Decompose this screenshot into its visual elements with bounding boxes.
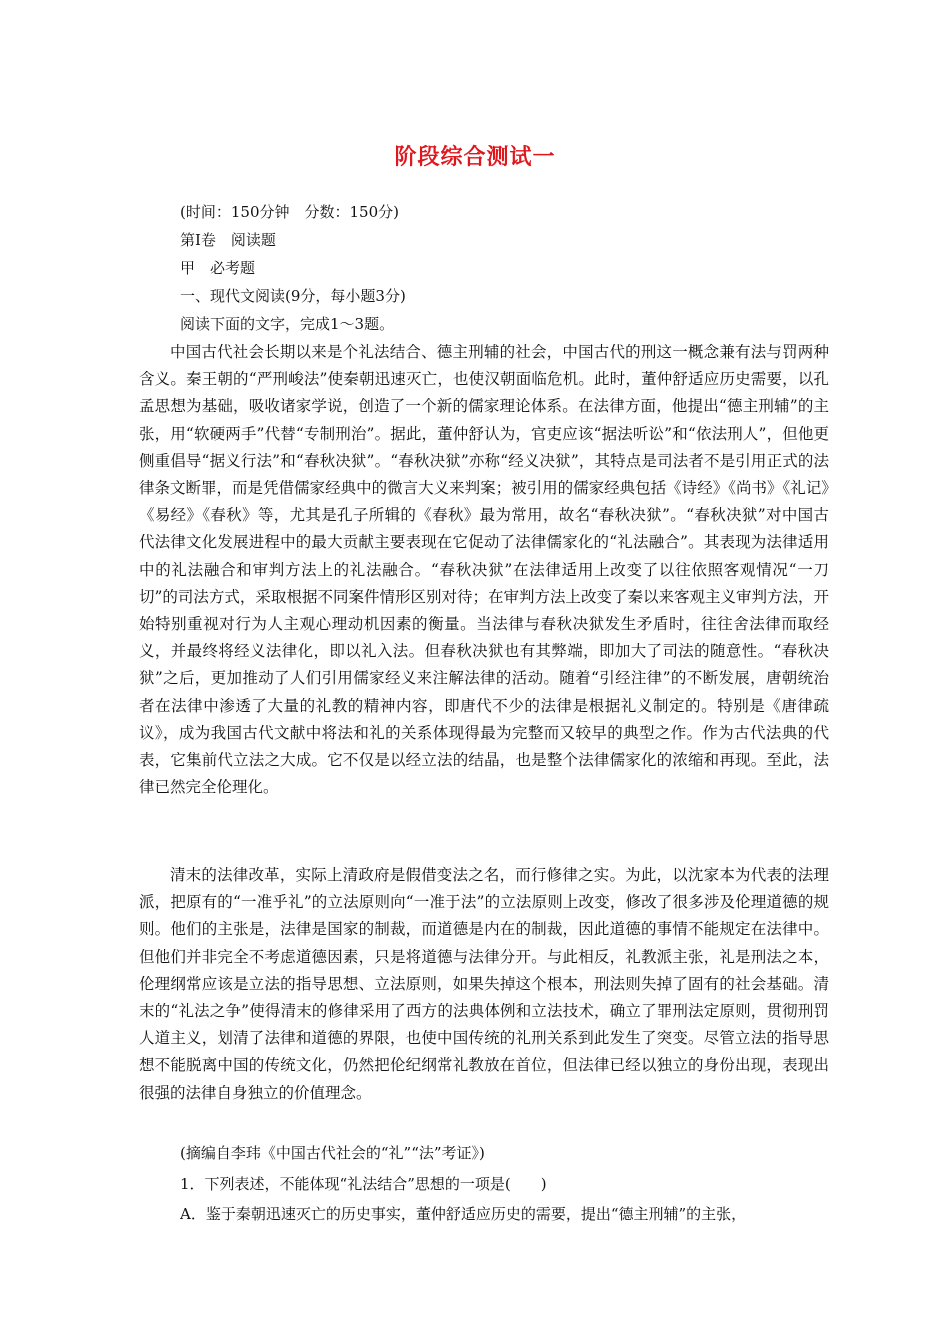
passage-paragraph-1: 中国古代社会长期以来是个礼法结合、德主刑辅的社会，中国古代的刑这一概念兼有法与罚两种含义。秦王朝的“严刑峻法”使秦朝迅速灭亡，也使汉朝面临危机。此时，董仲舒适应历史需要，以孔孟思想为基础，吸收诸家学说，创造了一个新的儒家理论体系。在法律方面，他提出“德主刑辅”的主张，用“软硬两手”代替“专制刑治”。据此，董仲舒认为，官吏应该“据法听讼”和“依法刑人”，但他更侧重倡导“据义行法”和“春秋决狱”。“春秋决狱”亦称“经义决狱”，其特点是司法者不是引用正式的法律条文断罪，而是凭借儒家经典中的微言大义来判案；被引用的儒家经典包括《诗经》《尚书》《礼记》《易经》《春秋》等，尤其是孔子所辑的《春秋》最为常用，故名“春秋决狱”。“春秋决狱”对中国古代法律文化发展进程中的最大贡献主要表现在它促动了法律儒家化的“礼法融合”。其表现为法律适用中的礼法融合和审判方法上的礼法融合。“春秋决狱”在法律适用上改变了以往依照客观情况“一刀切”的司法方式，采取根据不同案件情形区别对待；在审判方法上改变了秦以来客观主义审判方法，开始特别重视对行为人主观心理动机因素的衡量。当法律与春秋决狱发生矛盾时，往往舍法律而取经义，并最终将经义法律化，即以礼入法。但春秋决狱也有其弊端，即加大了司法的随意性。“春秋决狱”之后，更加推动了人们引用儒家经义来注解法律的活动。随着“引经注律”的不断发展，唐朝统治者在法律中渗透了大量的礼教的精神内容，即唐代不少的法律是根据礼义制定的。特别是《唐律疏议》，成为我国古代文献中将法和礼的关系体现得最为完整而又较早的典型之作。作为古代法典的代表，它集前代立法之大成。它不仅是以经立法的结晶，也是整个法律儒家化的浓缩和再现。至此，法律已然完全伦理化。 xyxy=(139,343,829,797)
section-heading: 第Ⅰ卷 阅读题 xyxy=(180,231,276,249)
reading-instruction: 阅读下面的文字，完成1～3题。 xyxy=(180,315,395,333)
passage-paragraph-2: 清末的法律改革，实际上清政府是假借变法之名，而行修律之实。为此，以沈家本为代表的法理派，把原有的“一准乎礼”的立法原则向“一准于法”的立法原则上改变，修改了很多涉及伦理道德的规则。他们的主张是，法律是国家的制裁，而道德是内在的制裁，因此道德的事情不能规定在法律中。但他们并非完全不考虑道德因素，只是将道德与法律分开。与此相反，礼教派主张，礼是刑法之本，伦理纲常应该是立法的指导思想、立法原则，如果失掉这个根本，刑法则失掉了固有的社会基础。清末的“礼法之争”使得清末的修律采用了西方的法典体例和立法技术，确立了罪刑法定原则，贯彻刑罚人道主义，划清了法律和道德的界限，也使中国传统的礼刑关系到此发生了突变。尽管立法的指导思想不能脱离中国的传统文化，仍然把伦纪纲常礼教放在首位，但法律已经以独立的身份出现，表现出很强的法律自身独立的价值理念。 xyxy=(139,866,829,1102)
question-1-stem: 1．下列表述，不能体现“礼法结合”思想的一项是( ) xyxy=(180,1175,547,1193)
passage-source: (摘编自李玮《中国古代社会的“礼”“法”考证》) xyxy=(180,1144,485,1162)
exam-time-score: (时间：150分钟 分数：150分) xyxy=(180,203,399,221)
part-heading: 一、现代文阅读(9分，每小题3分) xyxy=(180,287,406,305)
question-1-option-a: A．鉴于秦朝迅速灭亡的历史事实，董仲舒适应历史的需要，提出“德主刑辅”的主张， xyxy=(180,1205,747,1223)
document-title: 阶段综合测试一 xyxy=(394,145,556,170)
subsection-heading: 甲 必考题 xyxy=(180,259,256,277)
